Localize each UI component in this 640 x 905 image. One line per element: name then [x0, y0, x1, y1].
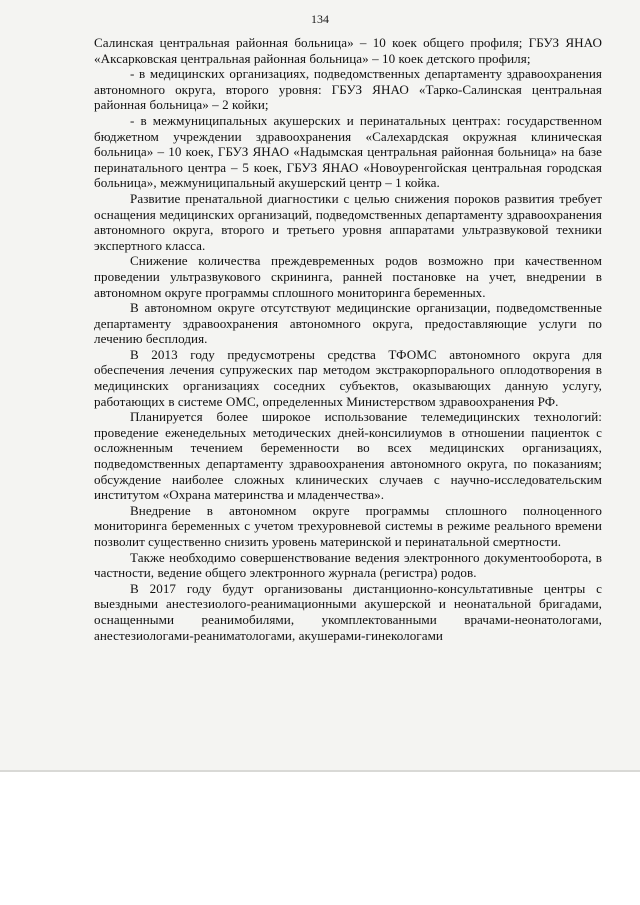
page-body	[94, 35, 602, 643]
paragraph: В 2017 году будут организованы дистанционно-консультативные центры с выездными анестезиолого-реанимационными акушерской и неонатальной бригадами, оснащенными реанимобилями, укомплектованными врачами-неонатологами, анестезиологами-реаниматологами, акушерами-гинекологами	[94, 580, 602, 643]
paragraph: - в медицинских организациях, подведомственных департаменту здравоохранения автономного округа, второго уровня: ГБУЗ ЯНАО «Тарко-Салинская центральная районная больница» – 2 койки;	[94, 66, 602, 113]
paragraph: Планируется более широкое использование телемедицинских технологий: проведение еженедельных методических дней-консилиумов в отношении пациенток с осложненным течением беременности во всех медицинских организациях, подведомственных департаменту здравоохранения автономного округа, по показаниям; обсуждение наиболее сложных клинических случаев с научно-исследовательским институтом «Охрана материнства и младенчества».	[94, 409, 602, 503]
paragraph: Также необходимо совершенствование ведения электронного документооборота, в частности, ведение общего электронного журнала (регистра) родов.	[94, 549, 602, 581]
paragraph: Салинская центральная районная больница» – 10 коек общего профиля; ГБУЗ ЯНАО «Аксарковская центральная районная больница» – 10 коек детского профиля;	[94, 35, 602, 66]
paragraph: - в межмуниципальных акушерских и перинатальных центрах: государственном бюджетном учреждении здравоохранения «Салехардская окружная клиническая больница» – 10 коек, ГБУЗ ЯНАО «Надымская центральная районная больница» на базе перинатального центра – 5 коек, ГБУЗ ЯНАО «Новоуренгойская центральная городская больница», межмуниципальный акушерский центр – 1 койка.	[94, 112, 602, 191]
paragraph: Снижение количества преждевременных родов возможно при качественном проведении ультразвукового скрининга, ранней постановке на учет, внедрении в автономном округе программы сплошного мониторинга беременных.	[94, 253, 602, 300]
paragraph: В 2013 году предусмотрены средства ТФОМС автономного округа для обеспечения лечения супружеских пар методом экстракорпорального оплодотворения в медицинских организациях соседних субъектов, оказывающих данную услугу, работающих в системе ОМС, определенных Министерством здравоохранения РФ.	[94, 346, 602, 409]
paragraph: Развитие пренатальной диагностики с целью снижения пороков развития требует оснащения медицинских организаций, подведомственных департаменту здравоохранения автономного округа, второго и третьего уровня аппаратами ультразвуковой техники экспертного класса.	[94, 190, 602, 253]
paragraph: В автономном округе отсутствуют медицинские организации, подведомственные департаменту здравоохранения автономного округа, предоставляющие услуги по лечению бесплодия.	[94, 300, 602, 347]
page-number: 134	[311, 12, 329, 26]
paragraph: Внедрение в автономном округе программы сплошного полноценного мониторинга беременных с учетом трехуровневой системы в режиме реального времени позволит существенно снизить уровень материнской и перинатальной смертности.	[94, 502, 602, 549]
